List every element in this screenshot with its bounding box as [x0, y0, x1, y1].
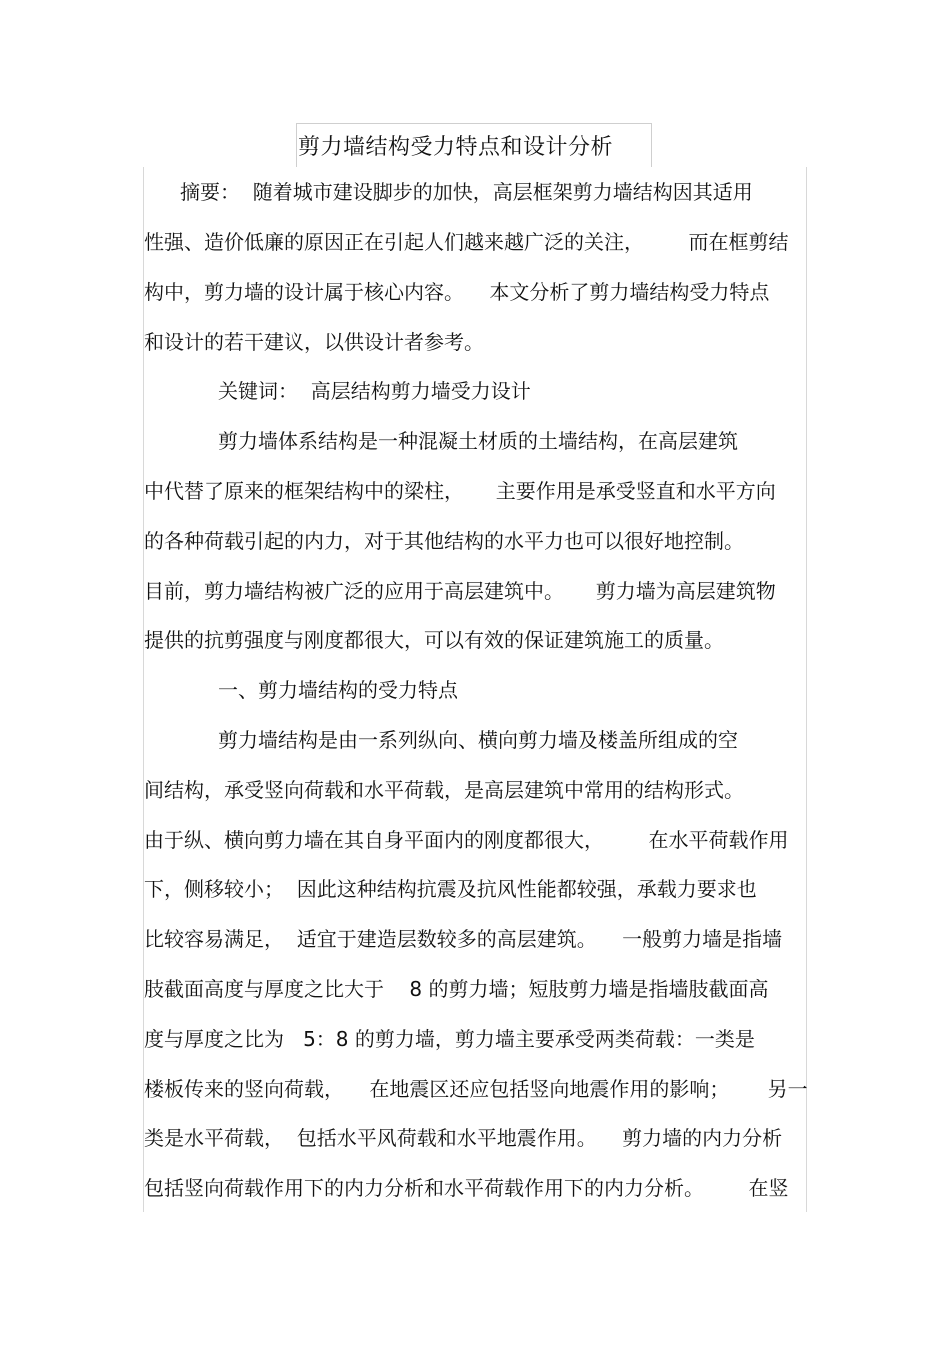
body-line: 度与厚度之比为 5：8 的剪力墙，剪力墙主要承受两类荷载：一类是 — [144, 1027, 755, 1051]
body-line: 目前，剪力墙结构被广泛的应用于高层建筑中。 剪力墙为高层建筑物 — [144, 579, 776, 603]
keywords-line: 关键词： 高层结构剪力墙受力设计 — [218, 379, 531, 403]
body-line: 下，侧移较小； 因此这种结构抗震及抗风性能都较强，承载力要求也 — [144, 877, 757, 901]
body-line: 剪力墙体系结构是一种混凝土材质的土墙结构，在高层建筑 — [218, 429, 738, 453]
body-line: 的各种荷载引起的内力，对于其他结构的水平力也可以很好地控制。 — [144, 529, 744, 553]
section-heading: 一、剪力墙结构的受力特点 — [218, 678, 458, 702]
body-line: 构中，剪力墙的设计属于核心内容。 本文分析了剪力墙结构受力特点 — [144, 280, 770, 304]
body-line: 肢截面高度与厚度之比大于 8 的剪力墙；短肢剪力墙是指墙肢截面高 — [144, 977, 769, 1001]
body-line: 中代替了原来的框架结构中的梁柱， 主要作用是承受竖直和水平方向 — [144, 479, 776, 503]
body-line: 由于纵、横向剪力墙在其自身平面内的刚度都很大， 在水平荷载作用 — [144, 828, 789, 852]
body-line: 和设计的若干建议，以供设计者参考。 — [144, 330, 484, 354]
document-title: 剪力墙结构受力特点和设计分析 — [298, 135, 614, 160]
body-line: 摘要： 随着城市建设脚步的加快，高层框架剪力墙结构因其适用 — [180, 180, 753, 204]
body-line: 楼板传来的竖向荷载， 在地震区还应包括竖向地震作用的影响； 另一 — [144, 1077, 808, 1101]
body-line: 比较容易满足， 适宜于建造层数较多的高层建筑。 一般剪力墙是指墙 — [144, 927, 783, 951]
body-line: 包括竖向荷载作用下的内力分析和水平荷载作用下的内力分析。 在竖 — [144, 1176, 789, 1200]
body-line: 提供的抗剪强度与刚度都很大，可以有效的保证建筑施工的质量。 — [144, 628, 724, 652]
body-line: 性强、造价低廉的原因正在引起人们越来越广泛的关注， 而在框剪结 — [144, 230, 789, 254]
body-line: 剪力墙结构是由一系列纵向、横向剪力墙及楼盖所组成的空 — [218, 728, 738, 752]
body-line: 类是水平荷载， 包括水平风荷载和水平地震作用。 剪力墙的内力分析 — [144, 1126, 783, 1150]
body-line: 间结构，承受竖向荷载和水平荷载，是高层建筑中常用的结构形式。 — [144, 778, 744, 802]
